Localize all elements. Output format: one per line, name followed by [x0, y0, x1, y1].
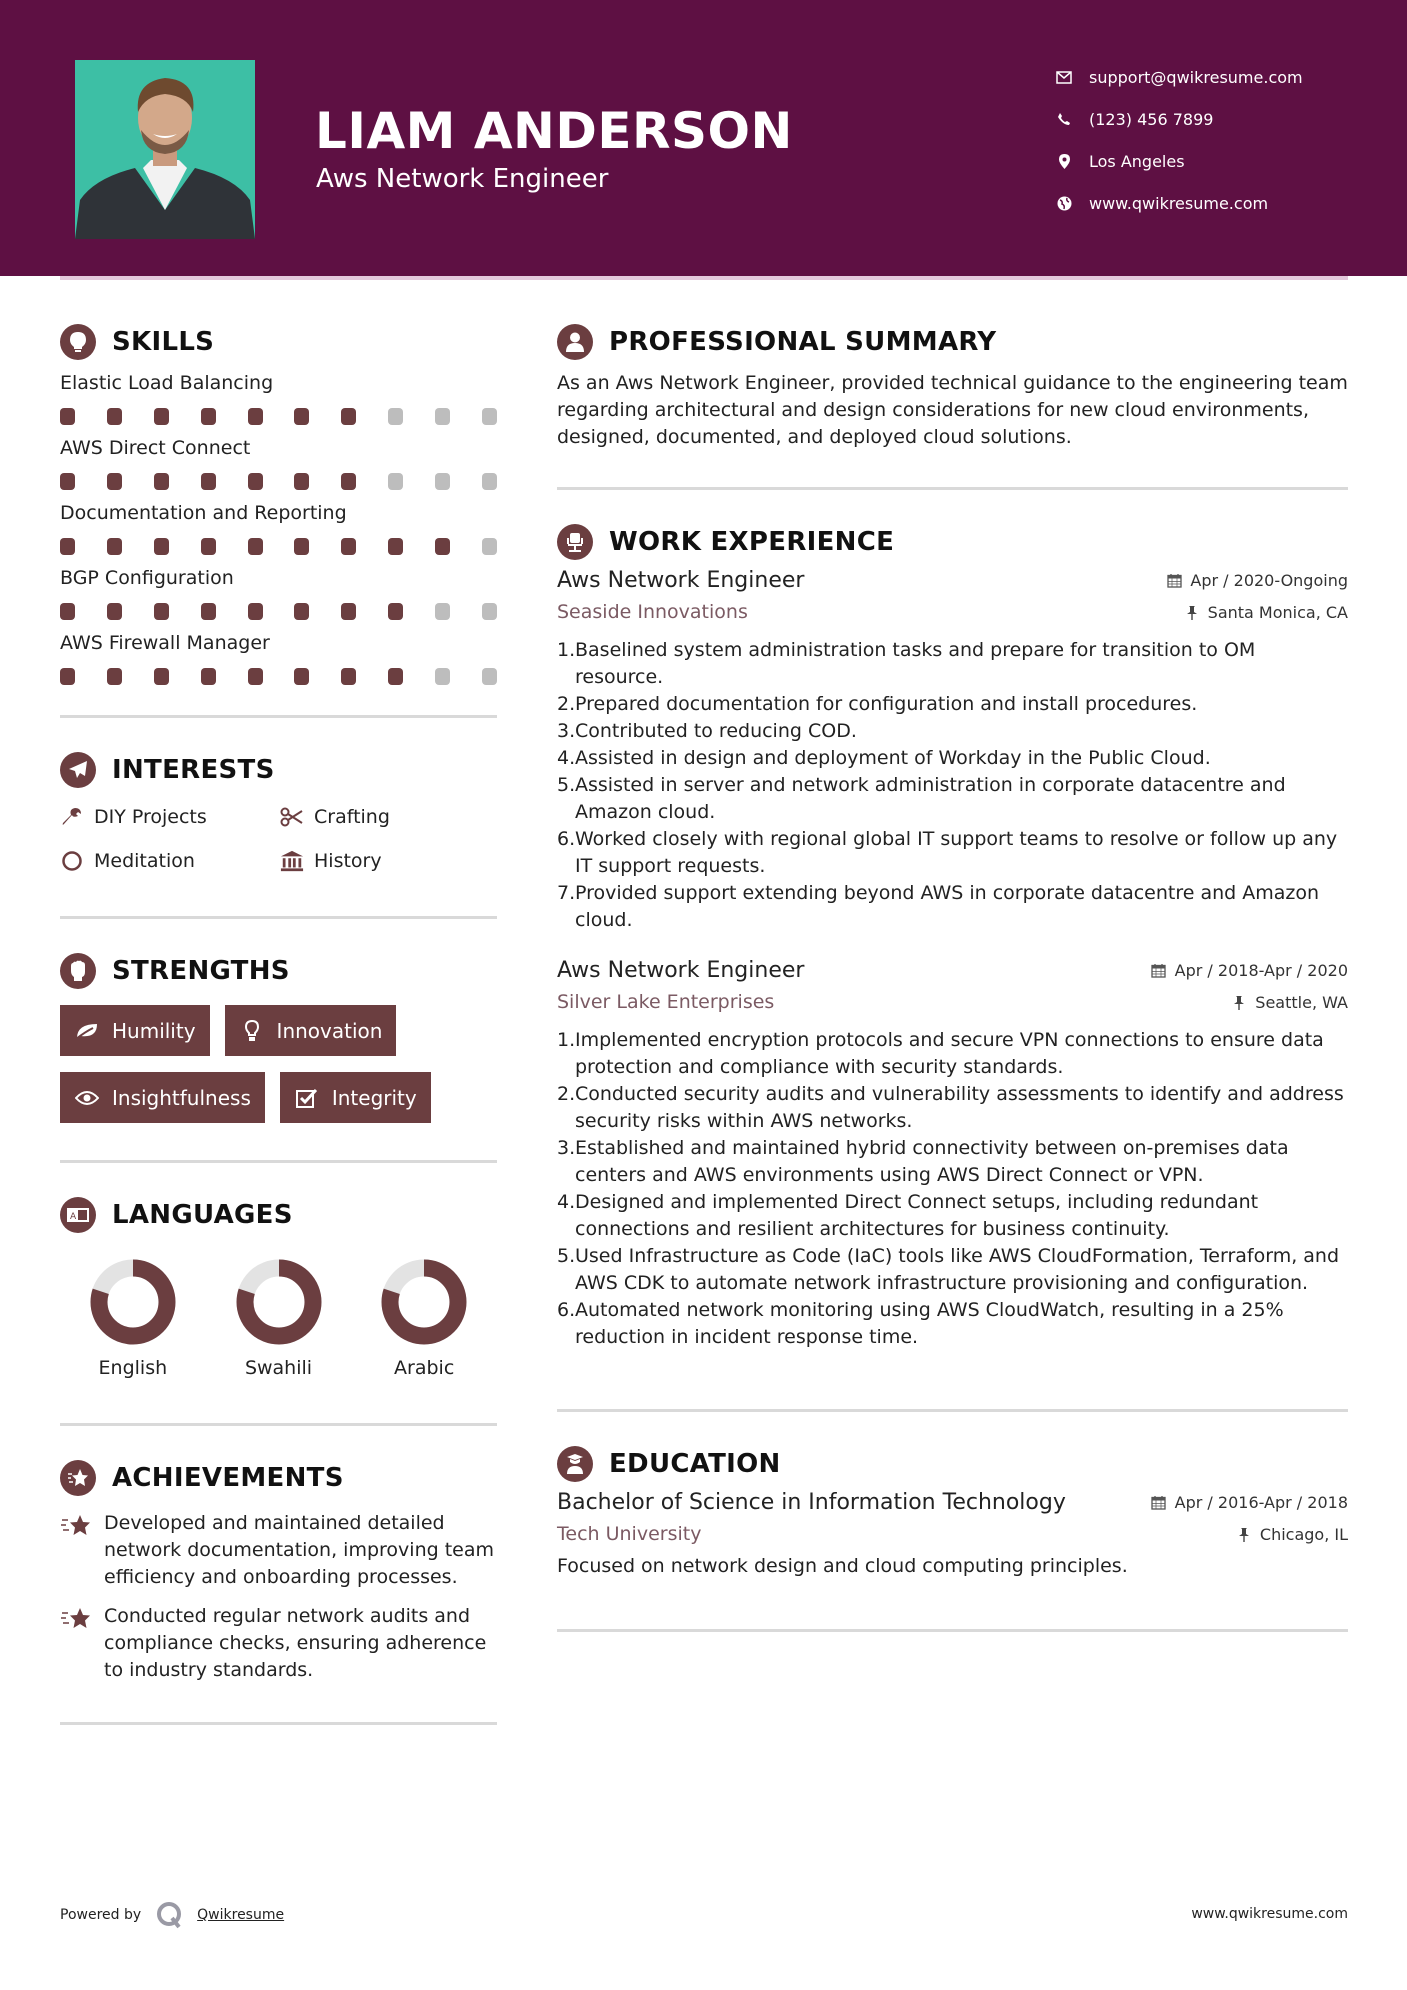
rating-dot-filled: [248, 473, 263, 490]
strength-label: Innovation: [276, 1018, 383, 1043]
rating-dot-filled: [294, 408, 309, 425]
interest-item: [60, 802, 280, 832]
rating-dot-filled: [107, 668, 122, 685]
star-icon: [60, 1512, 92, 1540]
rating-dot-filled: [201, 538, 216, 555]
rating-dot-filled: [341, 603, 356, 620]
strength-chip: [280, 1072, 431, 1123]
rating-dot-empty: [482, 538, 497, 555]
section-divider: [60, 916, 497, 919]
bullet-text: Contributed to reducing COD.: [575, 720, 857, 742]
left-column: [60, 320, 497, 1725]
language-proficiency-donut: [381, 1259, 467, 1345]
bullet-number: 1.: [557, 639, 576, 661]
powered-by-label: Powered by: [60, 1907, 142, 1923]
circle-icon: [60, 849, 84, 873]
education-title: EDUCATION: [609, 1449, 781, 1479]
rating-dot-filled: [294, 668, 309, 685]
bullet-text: Implemented encryption protocols and secure VPN connections to ensure data protection and compliance with security standards.: [575, 1029, 1324, 1078]
education-heading: [557, 1442, 1348, 1486]
rating-dot-filled: [248, 668, 263, 685]
bullet-text: Baselined system administration tasks and prepare for transition to OM resource.: [575, 639, 1256, 688]
rating-dot-empty: [482, 473, 497, 490]
rating-dot-filled: [294, 473, 309, 490]
education-location-text: Chicago, IL: [1259, 1524, 1348, 1544]
job-bullet: [557, 745, 1348, 772]
rating-dot-filled: [201, 668, 216, 685]
languages-list: [60, 1259, 497, 1379]
job-bullet: [557, 1081, 1348, 1135]
rating-dot-empty: [435, 603, 450, 620]
contact-website[interactable]: [1055, 182, 1303, 224]
bank-icon: [280, 849, 304, 873]
footer-powered-by: [60, 1900, 284, 1930]
job-entry: [557, 958, 1348, 1351]
bullet-number: 5.: [557, 1245, 576, 1267]
paper-plane-icon: [60, 752, 96, 788]
candidate-title: Aws Network Engineer: [316, 164, 609, 194]
bullet-number: 4.: [557, 1191, 576, 1213]
section-divider: [557, 1409, 1348, 1412]
company-name: Seaside Innovations: [557, 601, 748, 623]
bullet-text: Conducted security audits and vulnerability assessments to identify and address security risks within AWS networks.: [575, 1083, 1344, 1132]
bullet-text: Worked closely with regional global IT support teams to resolve or follow up any IT support requests.: [575, 828, 1338, 877]
calendar-icon: [1151, 963, 1167, 979]
summary-heading: [557, 320, 1348, 364]
graduate-icon: [557, 1446, 593, 1482]
qwikresume-logo-icon: [155, 1900, 185, 1930]
skill-rating: [60, 603, 497, 620]
calendar-icon: [1166, 573, 1182, 589]
profile-photo: [75, 60, 255, 239]
language-label: English: [98, 1357, 168, 1379]
strength-label: Integrity: [331, 1085, 417, 1110]
rating-dot-filled: [154, 538, 169, 555]
skill-name: Elastic Load Balancing: [60, 372, 274, 394]
job-bullet: [557, 826, 1348, 880]
office-chair-icon: [557, 524, 593, 560]
language-item: [206, 1259, 352, 1379]
achievement-text: Developed and maintained detailed network documentation, improving team efficiency and onboarding processes.: [104, 1512, 495, 1588]
strength-chip: [225, 1005, 397, 1056]
rating-dot-empty: [435, 668, 450, 685]
phone-icon: [1055, 110, 1073, 128]
rating-dot-filled: [201, 603, 216, 620]
skill-name: BGP Configuration: [60, 567, 234, 589]
job-bullets: [557, 637, 1348, 934]
rating-dot-empty: [482, 668, 497, 685]
leaf-icon: [74, 1020, 100, 1042]
bullet-number: 6.: [557, 828, 576, 850]
bullet-text: Automated network monitoring using AWS CloudWatch, resulting in a 25% reduction in incident response time.: [575, 1299, 1284, 1348]
strengths-section: [60, 949, 497, 1123]
rating-dot-filled: [154, 473, 169, 490]
achievement-text: Conducted regular network audits and compliance checks, ensuring adherence to industry standards.: [104, 1605, 487, 1681]
job-subheader: [557, 601, 1348, 623]
language-label: Swahili: [244, 1357, 313, 1379]
eye-icon: [74, 1087, 100, 1109]
bullet-number: 4.: [557, 747, 576, 769]
skills-heading: [60, 320, 497, 364]
achievement-item: [60, 1603, 497, 1684]
summary-title: PROFESSIONAL SUMMARY: [609, 327, 997, 357]
rating-dot-filled: [201, 408, 216, 425]
job-bullet: [557, 1243, 1348, 1297]
strength-label: Humility: [112, 1018, 196, 1043]
interest-label: Meditation: [94, 850, 195, 872]
job-bullet: [557, 772, 1348, 826]
job-bullet: [557, 1135, 1348, 1189]
degree-name: Bachelor of Science in Information Technology: [557, 1490, 1066, 1515]
job-bullet: [557, 691, 1348, 718]
job-entry: [557, 568, 1348, 934]
bullet-text: Assisted in design and deployment of Workday in the Public Cloud.: [575, 747, 1211, 769]
experience-title: WORK EXPERIENCE: [609, 527, 895, 557]
strengths-list: [60, 1005, 497, 1123]
bullet-number: 5.: [557, 774, 576, 796]
interest-item: [60, 846, 280, 876]
rating-dot-filled: [248, 538, 263, 555]
job-dates: [1151, 961, 1348, 980]
rating-dot-filled: [107, 473, 122, 490]
strengths-title: STRENGTHS: [112, 956, 290, 986]
rating-dot-filled: [388, 668, 403, 685]
rating-dot-empty: [388, 473, 403, 490]
rating-dot-filled: [435, 538, 450, 555]
language-proficiency-donut: [236, 1259, 322, 1345]
contact-phone-text: (123) 456 7899: [1089, 109, 1214, 129]
scissors-icon: [280, 805, 304, 829]
language-item: [60, 1259, 206, 1379]
job-bullet: [557, 718, 1348, 745]
skill-name: AWS Direct Connect: [60, 437, 251, 459]
section-divider: [557, 487, 1348, 490]
svg-text:A: A: [70, 1212, 77, 1222]
bullet-text: Designed and implemented Direct Connect setups, including redundant connections and resilient architectures for business continuity.: [575, 1191, 1259, 1240]
pushpin-icon: [1236, 1526, 1252, 1542]
rating-dot-filled: [60, 538, 75, 555]
strengths-heading: [60, 949, 497, 993]
rating-dot-filled: [201, 473, 216, 490]
languages-title: LANGUAGES: [112, 1200, 293, 1230]
bullet-number: 3.: [557, 720, 576, 742]
bullet-text: Used Infrastructure as Code (IaC) tools like AWS CloudFormation, Terraform, and AWS CDK to automate network infrastructure provisioning and configuration.: [575, 1245, 1340, 1294]
skill-name: AWS Firewall Manager: [60, 632, 270, 654]
job-dates-text: Apr / 2018-Apr / 2020: [1174, 961, 1348, 980]
skill-rating: [60, 473, 497, 490]
education-subheader: [557, 1523, 1348, 1545]
job-subheader: [557, 991, 1348, 1013]
achievements-title: ACHIEVEMENTS: [112, 1463, 344, 1493]
achievement-item: [60, 1510, 497, 1591]
education-dates-text: Apr / 2016-Apr / 2018: [1174, 1493, 1348, 1512]
map-pin-icon: [1055, 152, 1073, 170]
pushpin-icon: [1184, 604, 1200, 620]
education-location: [1236, 1525, 1348, 1544]
header-underline: [60, 276, 1348, 280]
experience-section: [557, 520, 1348, 1351]
job-bullet: [557, 880, 1348, 934]
fist-icon: [60, 953, 96, 989]
education-description: Focused on network design and cloud computing principles.: [557, 1555, 1128, 1577]
job-dates: [1166, 571, 1348, 590]
rating-dot-empty: [482, 603, 497, 620]
lightbulb-icon: [239, 1020, 265, 1042]
job-bullet: [557, 1297, 1348, 1351]
lightbulb-icon: [60, 324, 96, 360]
section-divider: [60, 1423, 497, 1426]
education-dates: [1151, 1493, 1348, 1512]
summary-section: [557, 320, 1348, 451]
contact-location-text: Los Angeles: [1089, 151, 1185, 171]
bullet-text: Provided support extending beyond AWS in corporate datacentre and Amazon cloud.: [575, 882, 1320, 931]
strength-chip: [60, 1072, 265, 1123]
education-section: [557, 1442, 1348, 1577]
bullet-number: 6.: [557, 1299, 576, 1321]
job-bullets: [557, 1027, 1348, 1351]
rating-dot-empty: [388, 408, 403, 425]
rating-dot-filled: [248, 408, 263, 425]
globe-icon: [1055, 194, 1073, 212]
bullet-number: 2.: [557, 693, 576, 715]
interest-label: Crafting: [314, 806, 390, 828]
language-icon: [60, 1197, 96, 1233]
pushpin-icon: [1231, 994, 1247, 1010]
achievements-section: [60, 1456, 497, 1684]
rating-dot-filled: [388, 538, 403, 555]
star-badge-icon: [60, 1460, 96, 1496]
skills-list: [60, 372, 497, 685]
interests-list: [60, 802, 497, 876]
user-icon: [557, 324, 593, 360]
bullet-number: 7.: [557, 882, 576, 904]
bullet-text: Assisted in server and network administration in corporate datacentre and Amazon cloud.: [575, 774, 1286, 823]
skill-rating: [60, 668, 497, 685]
job-title: Aws Network Engineer: [557, 958, 805, 983]
achievements-heading: [60, 1456, 497, 1500]
rating-dot-filled: [107, 538, 122, 555]
job-location-text: Santa Monica, CA: [1207, 602, 1348, 622]
bullet-text: Established and maintained hybrid connectivity between on-premises data centers and AWS environments using AWS Direct Connect or VPN.: [575, 1137, 1289, 1186]
languages-section: [60, 1193, 497, 1379]
bullet-number: 2.: [557, 1083, 576, 1105]
job-header: [557, 958, 1348, 983]
contact-website-text: www.qwikresume.com: [1089, 193, 1269, 213]
rating-dot-filled: [294, 538, 309, 555]
strength-label: Insightfulness: [112, 1085, 251, 1110]
rating-dot-filled: [341, 668, 356, 685]
rating-dot-filled: [248, 603, 263, 620]
contact-location: [1055, 140, 1303, 182]
education-header: [557, 1490, 1348, 1515]
resume-header: [0, 0, 1407, 276]
rating-dot-filled: [154, 603, 169, 620]
rating-dot-empty: [435, 473, 450, 490]
calendar-icon: [1151, 1495, 1167, 1511]
language-item: [351, 1259, 497, 1379]
right-column: [557, 320, 1348, 1632]
rating-dot-empty: [435, 408, 450, 425]
star-icon: [60, 1605, 92, 1633]
summary-text: As an Aws Network Engineer, provided technical guidance to the engineering team regarding architectural and design considerations for new cloud environments, designed, documented, and deployed cloud solutions.: [557, 372, 1348, 448]
rating-dot-empty: [482, 408, 497, 425]
contact-phone[interactable]: [1055, 98, 1303, 140]
interests-title: INTERESTS: [112, 755, 275, 785]
job-bullet: [557, 1027, 1348, 1081]
skill-rating: [60, 538, 497, 555]
skills-section: [60, 320, 497, 685]
qwikresume-link[interactable]: Qwikresume: [197, 1907, 285, 1923]
job-header: [557, 568, 1348, 593]
job-location: [1231, 993, 1348, 1012]
interests-heading: [60, 748, 497, 792]
wrench-icon: [60, 805, 84, 829]
experience-heading: [557, 520, 1348, 564]
check-square-icon: [294, 1087, 320, 1109]
job-location-text: Seattle, WA: [1255, 992, 1348, 1012]
section-divider: [557, 1629, 1348, 1632]
job-dates-text: Apr / 2020-Ongoing: [1190, 571, 1348, 590]
language-proficiency-donut: [90, 1259, 176, 1345]
footer-website[interactable]: www.qwikresume.com: [1191, 1906, 1348, 1922]
section-divider: [60, 1160, 497, 1163]
skill-name: Documentation and Reporting: [60, 502, 347, 524]
interest-item: [280, 846, 500, 876]
interest-label: History: [314, 850, 382, 872]
section-divider: [60, 715, 497, 718]
language-label: Arabic: [394, 1357, 455, 1379]
skills-title: SKILLS: [112, 327, 215, 357]
section-divider: [60, 1722, 497, 1725]
rating-dot-filled: [60, 408, 75, 425]
rating-dot-filled: [60, 603, 75, 620]
job-bullet: [557, 1189, 1348, 1243]
rating-dot-filled: [107, 408, 122, 425]
job-bullet: [557, 637, 1348, 691]
rating-dot-filled: [341, 473, 356, 490]
envelope-icon: [1055, 68, 1073, 86]
contact-email-text: support@qwikresume.com: [1089, 67, 1303, 87]
rating-dot-filled: [341, 408, 356, 425]
rating-dot-filled: [341, 538, 356, 555]
skill-rating: [60, 408, 497, 425]
bullet-text: Prepared documentation for configuration and install procedures.: [575, 693, 1198, 715]
candidate-name: LIAM ANDERSON: [315, 102, 793, 160]
contact-email[interactable]: [1055, 56, 1303, 98]
bullet-number: 3.: [557, 1137, 576, 1159]
bullet-number: 1.: [557, 1029, 576, 1051]
rating-dot-filled: [60, 668, 75, 685]
interest-item: [280, 802, 500, 832]
strength-chip: [60, 1005, 210, 1056]
rating-dot-filled: [107, 603, 122, 620]
rating-dot-filled: [388, 603, 403, 620]
interests-section: [60, 748, 497, 876]
interest-label: DIY Projects: [94, 806, 207, 828]
company-name: Silver Lake Enterprises: [557, 991, 775, 1013]
rating-dot-filled: [294, 603, 309, 620]
job-location: [1184, 603, 1348, 622]
rating-dot-filled: [60, 473, 75, 490]
languages-heading: [60, 1193, 497, 1237]
contact-list: [1055, 56, 1303, 224]
rating-dot-filled: [154, 668, 169, 685]
school-name: Tech University: [557, 1523, 702, 1545]
job-title: Aws Network Engineer: [557, 568, 805, 593]
rating-dot-filled: [154, 408, 169, 425]
